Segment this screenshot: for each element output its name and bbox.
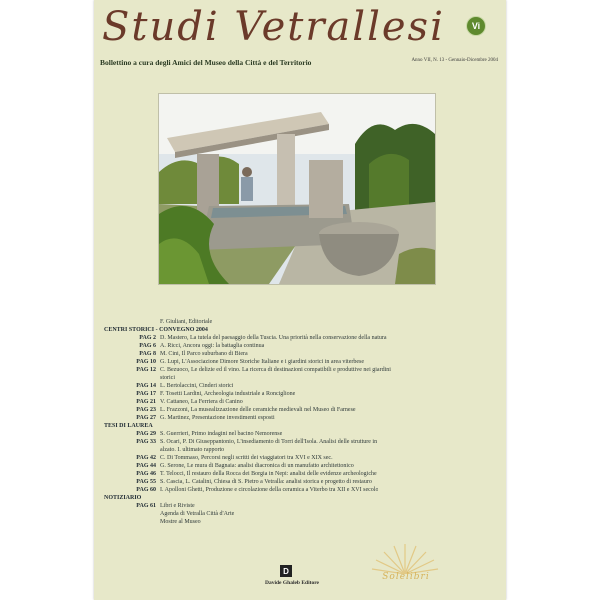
toc-entry (104, 318, 498, 326)
toc-entry-text: G. Lupi, L'Associazione Dimore Storiche Italiane e i giardini storici in area viterbese (160, 359, 365, 365)
toc-entry (104, 454, 498, 462)
toc-entry-text: F. Giuliani, Editoriale (160, 319, 213, 325)
solelibri-brand: Solelibri (382, 572, 430, 582)
toc-section-title: TESI DI LAUREA (104, 423, 153, 429)
toc-section-heading (104, 326, 498, 334)
toc-entry-text: C. Di Tommaso, Percorsi negli scritti dei viaggiatori tra XVI e XIX sec. (160, 455, 333, 461)
toc-entry (104, 414, 498, 422)
toc-entry (104, 406, 498, 414)
toc-entry (104, 398, 498, 406)
toc-entry (104, 350, 498, 358)
toc-page-number: PAG 10 (136, 359, 156, 365)
book-cover (94, 0, 506, 600)
toc-entry-text: T. Telocci, Il restauro della Rocca dei Borgia in Nepi: analisi delle evidenze archeologiche (160, 471, 377, 477)
toc-page-number (104, 374, 160, 382)
toc-entry-text: G. Serone, Le mura di Bagnaia: analisi diacronica di un manufatto architettonico (160, 463, 354, 469)
toc-page-number: PAG 55 (136, 479, 156, 485)
toc-page-number: PAG 21 (136, 399, 156, 405)
toc-page-number: PAG 29 (136, 431, 156, 437)
toc-page-number: PAG 2 (139, 335, 156, 341)
toc-page-number: PAG 23 (136, 407, 156, 413)
toc-entry (104, 462, 498, 470)
toc-entry-text: M. Cini, Il Parco suburbano di Biera (160, 351, 248, 357)
toc-entry (104, 502, 498, 510)
toc-entry-text: C. Bezuoco, Le delizie ed il vino. La ricerca di destinazioni compatibili e produttive nei giardini (160, 367, 391, 373)
toc-entry-text: D. Mastero, La tutela del paesaggio della Tuscia. Una priorità nella conservazione della natura (160, 335, 387, 341)
toc-entry-text: L. Bertolaccini, Cinderi storici (160, 383, 234, 389)
toc-page-number: PAG 12 (136, 367, 156, 373)
toc-entry (104, 478, 498, 486)
journal-title: Studi Vetrallesi (102, 4, 445, 50)
toc-page-number: PAG 44 (136, 463, 156, 469)
toc-entry-text: S. Ocari, P. Di Giuseppantonio, L'insediamento di Torri dell'Isola. Analisi delle strutture in (160, 439, 378, 445)
toc-entry-text: Agenda di Vetralla Città d'Arte (160, 511, 235, 517)
toc-page-number: PAG 14 (136, 383, 156, 389)
journal-subtitle: Bollettino a cura degli Amici del Museo della Città e del Territorio (100, 58, 312, 67)
toc-entry (104, 470, 498, 478)
toc-section-heading (104, 422, 498, 430)
toc-entry (104, 374, 498, 382)
toc-entry-text: A. Ricci, Ancora oggi: la battaglia continua (160, 343, 265, 349)
toc-entry (104, 446, 498, 454)
publisher-name: Davide Ghaleb Editore (265, 580, 319, 586)
toc-page-number (104, 510, 160, 518)
toc-entry-text: S. Cascia, L. Catalini, Chiesa di S. Pietro a Vetralla: analisi storica e progetto di restauro (160, 479, 372, 485)
toc-page-number: PAG 46 (136, 471, 156, 477)
toc-page-number: PAG 33 (136, 439, 156, 445)
toc-section-title: NOTIZIARIO (104, 495, 142, 501)
toc-entry-text: S. Guerrieri, Primo indagini nel bacino Nemorense (160, 431, 283, 437)
toc-entry (104, 334, 498, 342)
toc-entry (104, 366, 498, 374)
toc-entry-text: storici (160, 375, 175, 381)
toc-entry-text: F. Tosetti Lardini, Archeologia industriale a Ronciglione (160, 391, 296, 397)
toc-section-title: CENTRI STORICI - CONVEGNO 2004 (104, 327, 208, 333)
toc-page-number: PAG 42 (136, 455, 156, 461)
toc-entry (104, 342, 498, 350)
toc-page-number (104, 446, 160, 454)
toc-page-number: PAG 17 (136, 391, 156, 397)
toc-entry (104, 430, 498, 438)
toc-page-number: PAG 61 (136, 503, 156, 509)
toc-entry-text: Libri e Riviste (160, 503, 195, 509)
toc-entry (104, 438, 498, 446)
toc-entry-text: I. Apolloni Ghetti, Produzione e circolazione della ceramica a Viterbo tra XII e XVI secolo (160, 487, 379, 493)
toc-page-number: PAG 6 (139, 343, 156, 349)
toc-page-number: PAG 27 (136, 415, 156, 421)
toc-page-number (104, 518, 160, 526)
toc-entry-text: G. Martinez, Presentazione investimenti esposti (160, 415, 275, 421)
toc-entry (104, 518, 498, 526)
toc-entry-text: L. Frazzoni, La musealizzazione delle ceramiche medievali nel Museo di Farnese (160, 407, 356, 413)
toc-page-number: PAG 8 (139, 351, 156, 357)
toc-entry (104, 390, 498, 398)
toc-page-number (104, 318, 160, 326)
solelibri-sun-icon (370, 540, 440, 574)
toc-page-number: PAG 60 (136, 487, 156, 493)
toc-entry-text: V. Cattaneo, La Ferriera di Canino (160, 399, 243, 405)
journal-logo-icon: Vi (466, 16, 486, 36)
cover-photo-fountain (158, 93, 436, 285)
publisher-logo-icon: D (280, 565, 292, 577)
toc-entry (104, 358, 498, 366)
toc-entry-text: alzato. I. ultimato rapporto (160, 447, 225, 453)
toc-entry (104, 510, 498, 518)
toc-section-heading (104, 494, 498, 502)
table-of-contents (104, 318, 498, 526)
issue-info: Anno VII, N. 13 - Gennaio-Dicembre 2004 (411, 58, 498, 63)
fountain-photo-illustration (159, 94, 435, 284)
toc-entry (104, 486, 498, 494)
toc-entry (104, 382, 498, 390)
toc-entry-text: Mostre al Museo (160, 519, 201, 525)
